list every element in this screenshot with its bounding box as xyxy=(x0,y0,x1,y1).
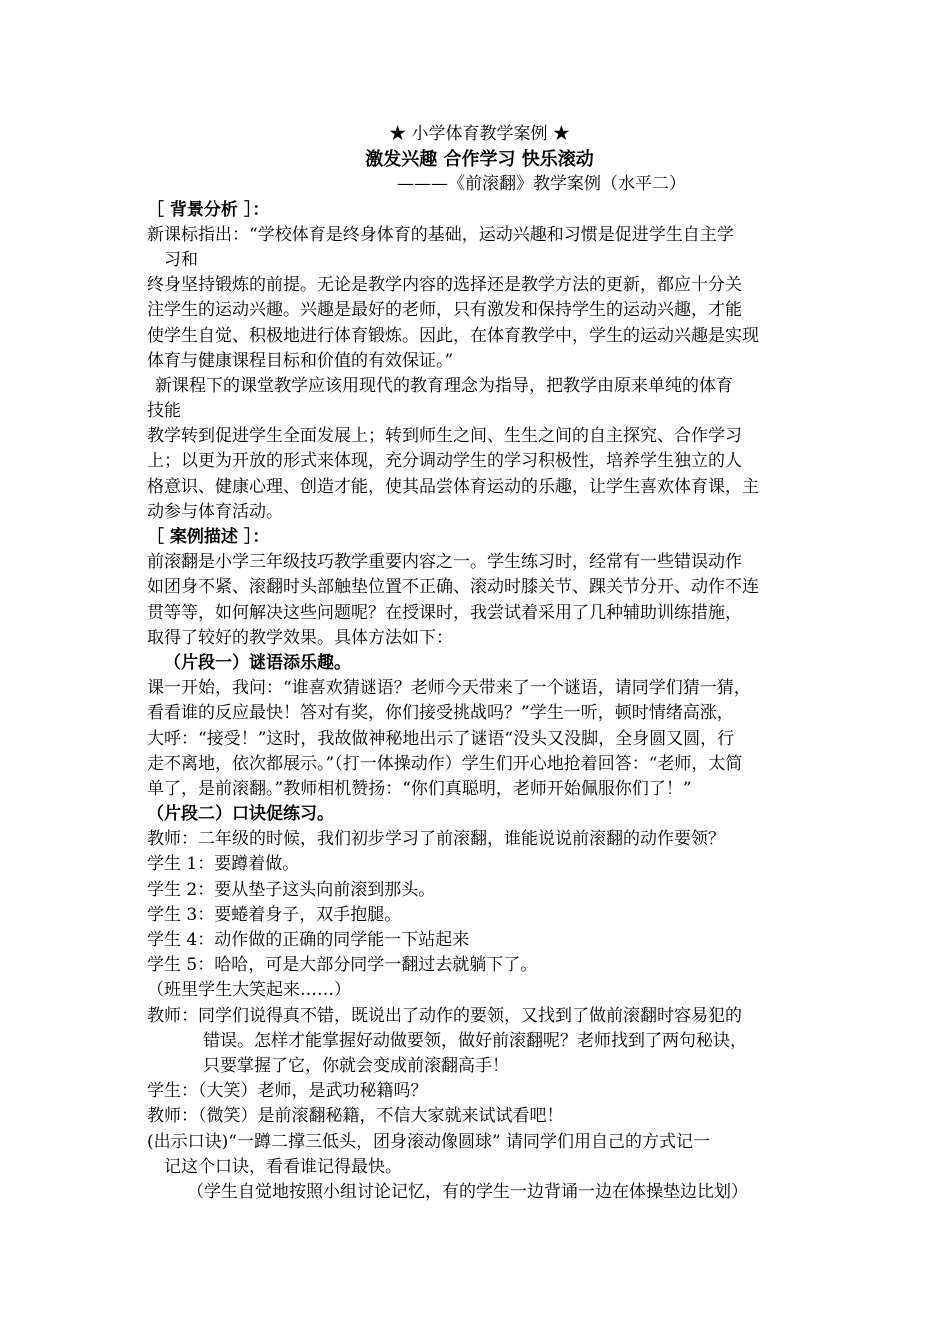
dialogue-line: 学生 4：动作做的正确的同学能一下站起来 xyxy=(147,930,470,950)
background-heading: ［ 背景分析 ］： xyxy=(147,199,270,220)
dialogue-line: 学生：（大笑）老师，是武功秘籍吗？ xyxy=(147,1081,428,1102)
dialogue-line: 学生 2：要从垫子这头向前滚到那头。 xyxy=(147,879,436,900)
paragraph-line: 教学转到促进学生全面发展上；转到师生之间、生生之间的自主探究、合作学习 xyxy=(147,426,742,447)
paragraph-line: 大呼：“接受！”这时，我故做神秘地出示了谜语“没头又没脚，全身圆又圆，行 xyxy=(147,728,735,749)
dialogue-line: (出示口诀)“一蹲二撑三低头，团身滚动像圆球” 请同学们用自己的方式记一 xyxy=(147,1131,711,1152)
dialogue-line: 学生 3：要蜷着身子，双手抱腿。 xyxy=(147,904,402,925)
paragraph-line: 终身坚持锻炼的前提。无论是教学内容的选择还是教学方法的更新，都应十分关 xyxy=(147,275,742,296)
case-heading: ［ 案例描述 ］： xyxy=(147,527,270,547)
paragraph-line: 前滚翻是小学三年级技巧教学重要内容之一。学生练习时，经常有一些错误动作 xyxy=(147,552,742,573)
subtitle: ———《前滚翻》教学案例（水平二） xyxy=(397,174,686,195)
paragraph-line: 格意识、健康心理、创造才能，使其品尝体育运动的乐趣，让学生喜欢体育课，主 xyxy=(147,476,759,497)
dialogue-line: 错误。怎样才能掌握好动做要领，做好前滚翻呢？老师找到了两句秘诀， xyxy=(203,1030,747,1051)
paragraph-line: 新课标指出：“学校体育是终身体育的基础，运动兴趣和习惯是促进学生自主学 xyxy=(147,224,734,245)
dialogue-line: （班里学生大笑起来……） xyxy=(147,980,351,1001)
main-title: 激发兴趣 合作学习 快乐滚动 xyxy=(365,149,594,171)
dialogue-line: 只要掌握了它，你就会变成前滚翻高手！ xyxy=(203,1055,509,1076)
dialogue-line: 学生 5：哈哈，可是大部分同学一翻过去就躺下了。 xyxy=(147,955,538,976)
paragraph-line: 课一开始，我问：“谁喜欢猜谜语？老师今天带来了一个谜语，请同学们猜一猜， xyxy=(147,678,751,699)
paragraph-line: 新课程下的课堂教学应该用现代的教育理念为指导，把教学由原来单纯的体育 xyxy=(155,375,733,396)
dialogue-line: （学生自觉地按照小组讨论记忆，有的学生一边背诵一边在体操垫边比划） xyxy=(187,1181,748,1202)
paragraph-line: 单了，是前滚翻。”教师相机赞扬：“你们真聪明，老师开始佩服你们了！” xyxy=(147,778,692,799)
document-page xyxy=(147,122,812,1205)
dialogue-line: 记这个口诀，看看谁记得最快。 xyxy=(164,1156,402,1177)
paragraph-line: 走不离地，依次都展示。”（打一体操动作）学生们开心地抢着回答：“老师，太简 xyxy=(147,753,743,774)
paragraph-line: 上；以更为开放的形式来体现，充分调动学生的学习积极性，培养学生独立的人 xyxy=(147,451,742,472)
paragraph-line: 如团身不紧、滚翻时头部触垫位置不正确、滚动时膝关节、踝关节分开、动作不连 xyxy=(147,577,759,598)
fragment2-heading: （片段二）口诀促练习。 xyxy=(147,804,334,825)
paragraph-line: 技能 xyxy=(147,401,181,422)
paragraph-line: 体育与健康课程目标和价值的有效保证。” xyxy=(147,350,454,371)
paragraph-line: 习和 xyxy=(164,249,198,270)
dialogue-line: 教师：同学们说得真不错，既说出了动作的要领，又找到了做前滚翻时容易犯的 xyxy=(147,1005,742,1026)
dialogue-line: 学生 1：要蹲着做。 xyxy=(147,854,300,875)
paragraph-line: 取得了较好的教学效果。具体方法如下： xyxy=(147,627,453,648)
dialogue-line: 教师：二年级的时候，我们初步学习了前滚翻，谁能说说前滚翻的动作要领？ xyxy=(147,829,725,850)
paragraph-line: 看看谁的反应最快！答对有奖，你们接受挑战吗？”学生一听，顿时情绪高涨， xyxy=(147,703,734,724)
paragraph-line: 使学生自觉、积极地进行体育锻炼。因此，在体育教学中，学生的运动兴趣是实现 xyxy=(147,325,759,346)
paragraph-line: 贯等等，如何解决这些问题呢？在授课时，我尝试着采用了几种辅助训练措施， xyxy=(147,602,742,623)
document-title: ★ 小学体育教学案例 ★ xyxy=(389,124,570,144)
paragraph-line: 注学生的运动兴趣。兴趣是最好的老师，只有激发和保持学生的运动兴趣，才能 xyxy=(147,300,742,321)
paragraph-line: 动参与体育活动。 xyxy=(147,501,283,522)
fragment1-heading: （片段一）谜语添乐趣。 xyxy=(164,652,351,673)
dialogue-line: 教师：（微笑）是前滚翻秘籍，不信大家就来试试看吧！ xyxy=(147,1106,564,1127)
